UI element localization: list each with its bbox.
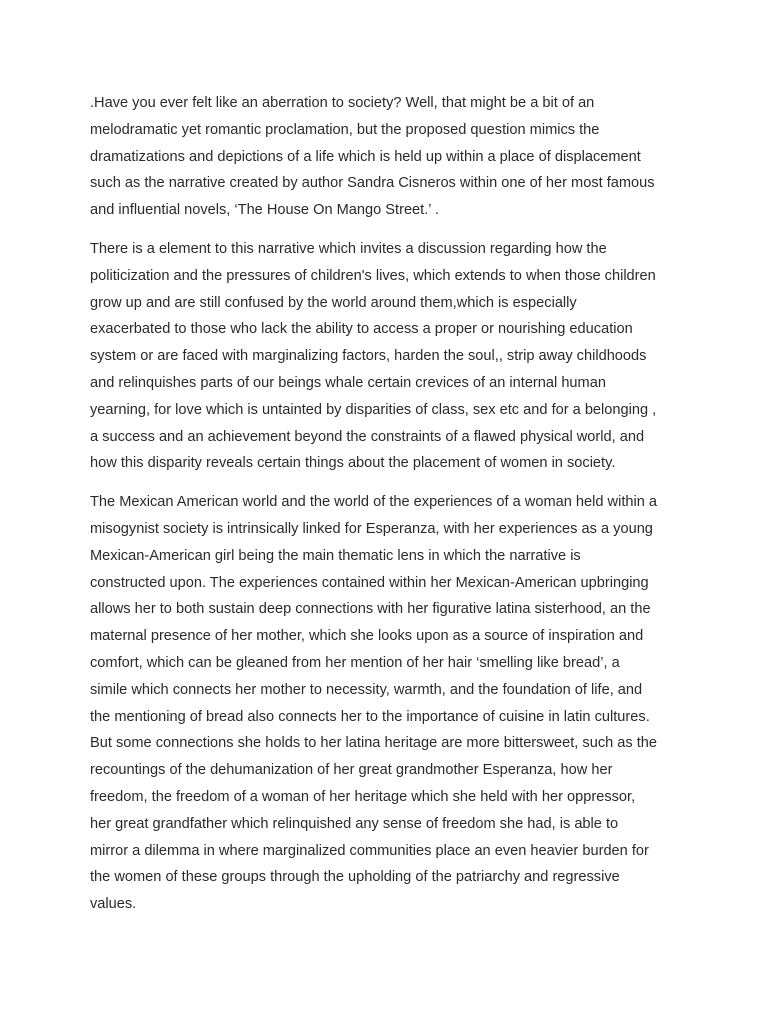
document-page: [90, 90, 690, 930]
paragraph-mexican-american-world: The Mexican American world and the world of the experiences of a woman held within a misogynist society is intrinsically linked for Esperanza, with her experiences as a young Mexican-American girl being the main thematic lens in which the narrative is constructed upon. The experiences contained within her Mexican-American upbringing allows her to both sustain deep connections with her figurative latina sisterhood, an the maternal presence of her mother, which she looks upon as a source of inspiration and comfort, which can be gleaned from her mention of her hair ‘smelling like bread’, a simile which connects her mother to necessity, warmth, and the foundation of life, and the mentioning of bread also connects her to the importance of cuisine in latin cultures. But some connections she holds to her latina heritage are more bittersweet, such as the recountings of the dehumanization of her great grandmother Esperanza, how her freedom, the freedom of a woman of her heritage which she held with her oppressor, her great grandfather which relinquished any sense of freedom she had, is able to mirror a dilemma in where marginalized communities place an even heavier burden for the women of these groups through the upholding of the patriarchy and regressive values.: [90, 494, 658, 913]
paragraph-intro: .Have you ever felt like an aberration to society? Well, that might be a bit of an melodramatic yet romantic proclamation, but the proposed question mimics the dramatizations and depictions of a life which is held up within a place of displacement such as the narrative created by author Sandra Cisneros within one of her most famous and influential novels, ‘The House On Mango Street.’ .: [90, 95, 655, 219]
paragraph-narrative-element: There is a element to this narrative which invites a discussion regarding how the politicization and the pressures of children's lives, which extends to when those children grow up and are still confused by the world around them,which is especially exacerbated to those who lack the ability to access a proper or nourishing education system or are faced with marginalizing factors, harden the soul,, strip away childhoods and relinquishes parts of our beings whale certain crevices of an internal human yearning, for love which is untainted by disparities of class, sex etc and for a belonging , a success and an achievement beyond the constraints of a flawed physical world, and how this disparity reveals certain things about the placement of women in society.: [90, 240, 657, 472]
